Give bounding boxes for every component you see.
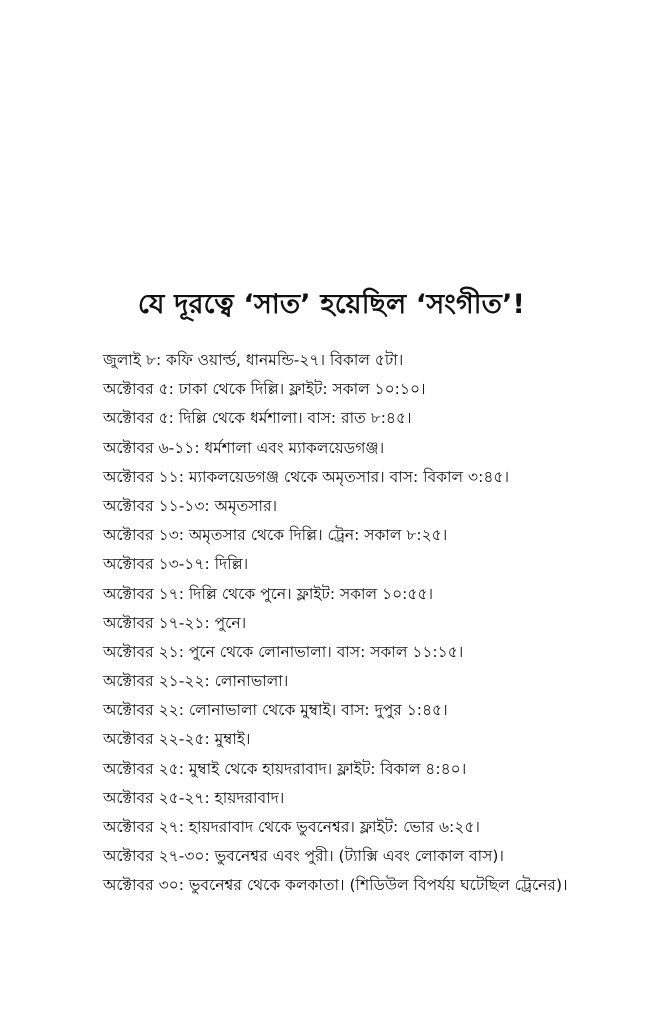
itinerary-entry: অক্টোবর ১১-১৩: অমৃতসার।: [103, 496, 278, 515]
page-title: যে দূরত্বে ‘সাত’ হয়েছিল ‘সংগীত’!: [137, 289, 526, 320]
itinerary-entry: অক্টোবর ২৫-২৭: হায়দরাবাদ।: [103, 788, 285, 807]
itinerary-entry: অক্টোবর ১৩-১৭: দিল্লি।: [103, 555, 249, 574]
itinerary-entry: অক্টোবর ৬-১১: ধর্মশালা এবং ম্যাকলয়েডগঞ্জ।: [103, 438, 385, 457]
itinerary-entry: অক্টোবর ৫: ঢাকা থেকে দিল্লি। ফ্লাইট: সকাল ১০:১০।: [103, 380, 426, 399]
itinerary-entry: অক্টোবর ১১: ম্যাকলয়েডগঞ্জ থেকে অমৃতসার। বাস: বিকাল ৩:৪৫।: [103, 467, 509, 486]
itinerary-entry: অক্টোবর ৫: দিল্লি থেকে ধর্মশালা। বাস: রাত ৮:৪৫।: [103, 409, 412, 428]
itinerary-entry: অক্টোবর ১৩: অমৃতসার থেকে দিল্লি। ট্রেন: সকাল ৮:২৫।: [103, 526, 448, 545]
itinerary-entry: অক্টোবর ২২: লোনাভালা থেকে মুম্বাই। বাস: দুপুর ১:৪৫।: [103, 701, 448, 720]
itinerary-entry: অক্টোবর ২৫: মুম্বাই থেকে হায়দরাবাদ। ফ্লাইট: বিকাল ৪:৪০।: [103, 759, 467, 778]
itinerary-entry: অক্টোবর ২২-২৫: মুম্বাই।: [103, 730, 251, 749]
itinerary-entry: অক্টোবর ১৭: দিল্লি থেকে পুনে। ফ্লাইট: সকাল ১০:৫৫।: [103, 584, 434, 603]
itinerary-entry: অক্টোবর ৩০: ভুবনেশ্বর থেকে কলকাতা। (শিডিউল বিপর্যয় ঘটেছিল ট্রেনের)।: [103, 876, 568, 895]
itinerary-entry: জুলাই ৮: কফি ওয়ার্ল্ড, ধানমন্ডি-২৭। বিকাল ৫টা।: [103, 351, 404, 369]
itinerary-list: [103, 346, 643, 901]
itinerary-entry: অক্টোবর ২৭: হায়দরাবাদ থেকে ভুবনেশ্বর। ফ্লাইট: ভোর ৬:২৫।: [103, 818, 480, 836]
itinerary-entry: অক্টোবর ২১: পুনে থেকে লোনাভালা। বাস: সকাল ১১:১৫।: [103, 642, 464, 661]
itinerary-entry: অক্টোবর ১৭-২১: পুনে।: [103, 613, 247, 632]
itinerary-entry: অক্টোবর ২১-২২: লোনাভালা।: [103, 672, 289, 691]
itinerary-entry: অক্টোবর ২৭-৩০: ভুবনেশ্বর এবং পুরী। (ট্যাক্সি এবং লোকাল বাস)।: [103, 847, 504, 866]
